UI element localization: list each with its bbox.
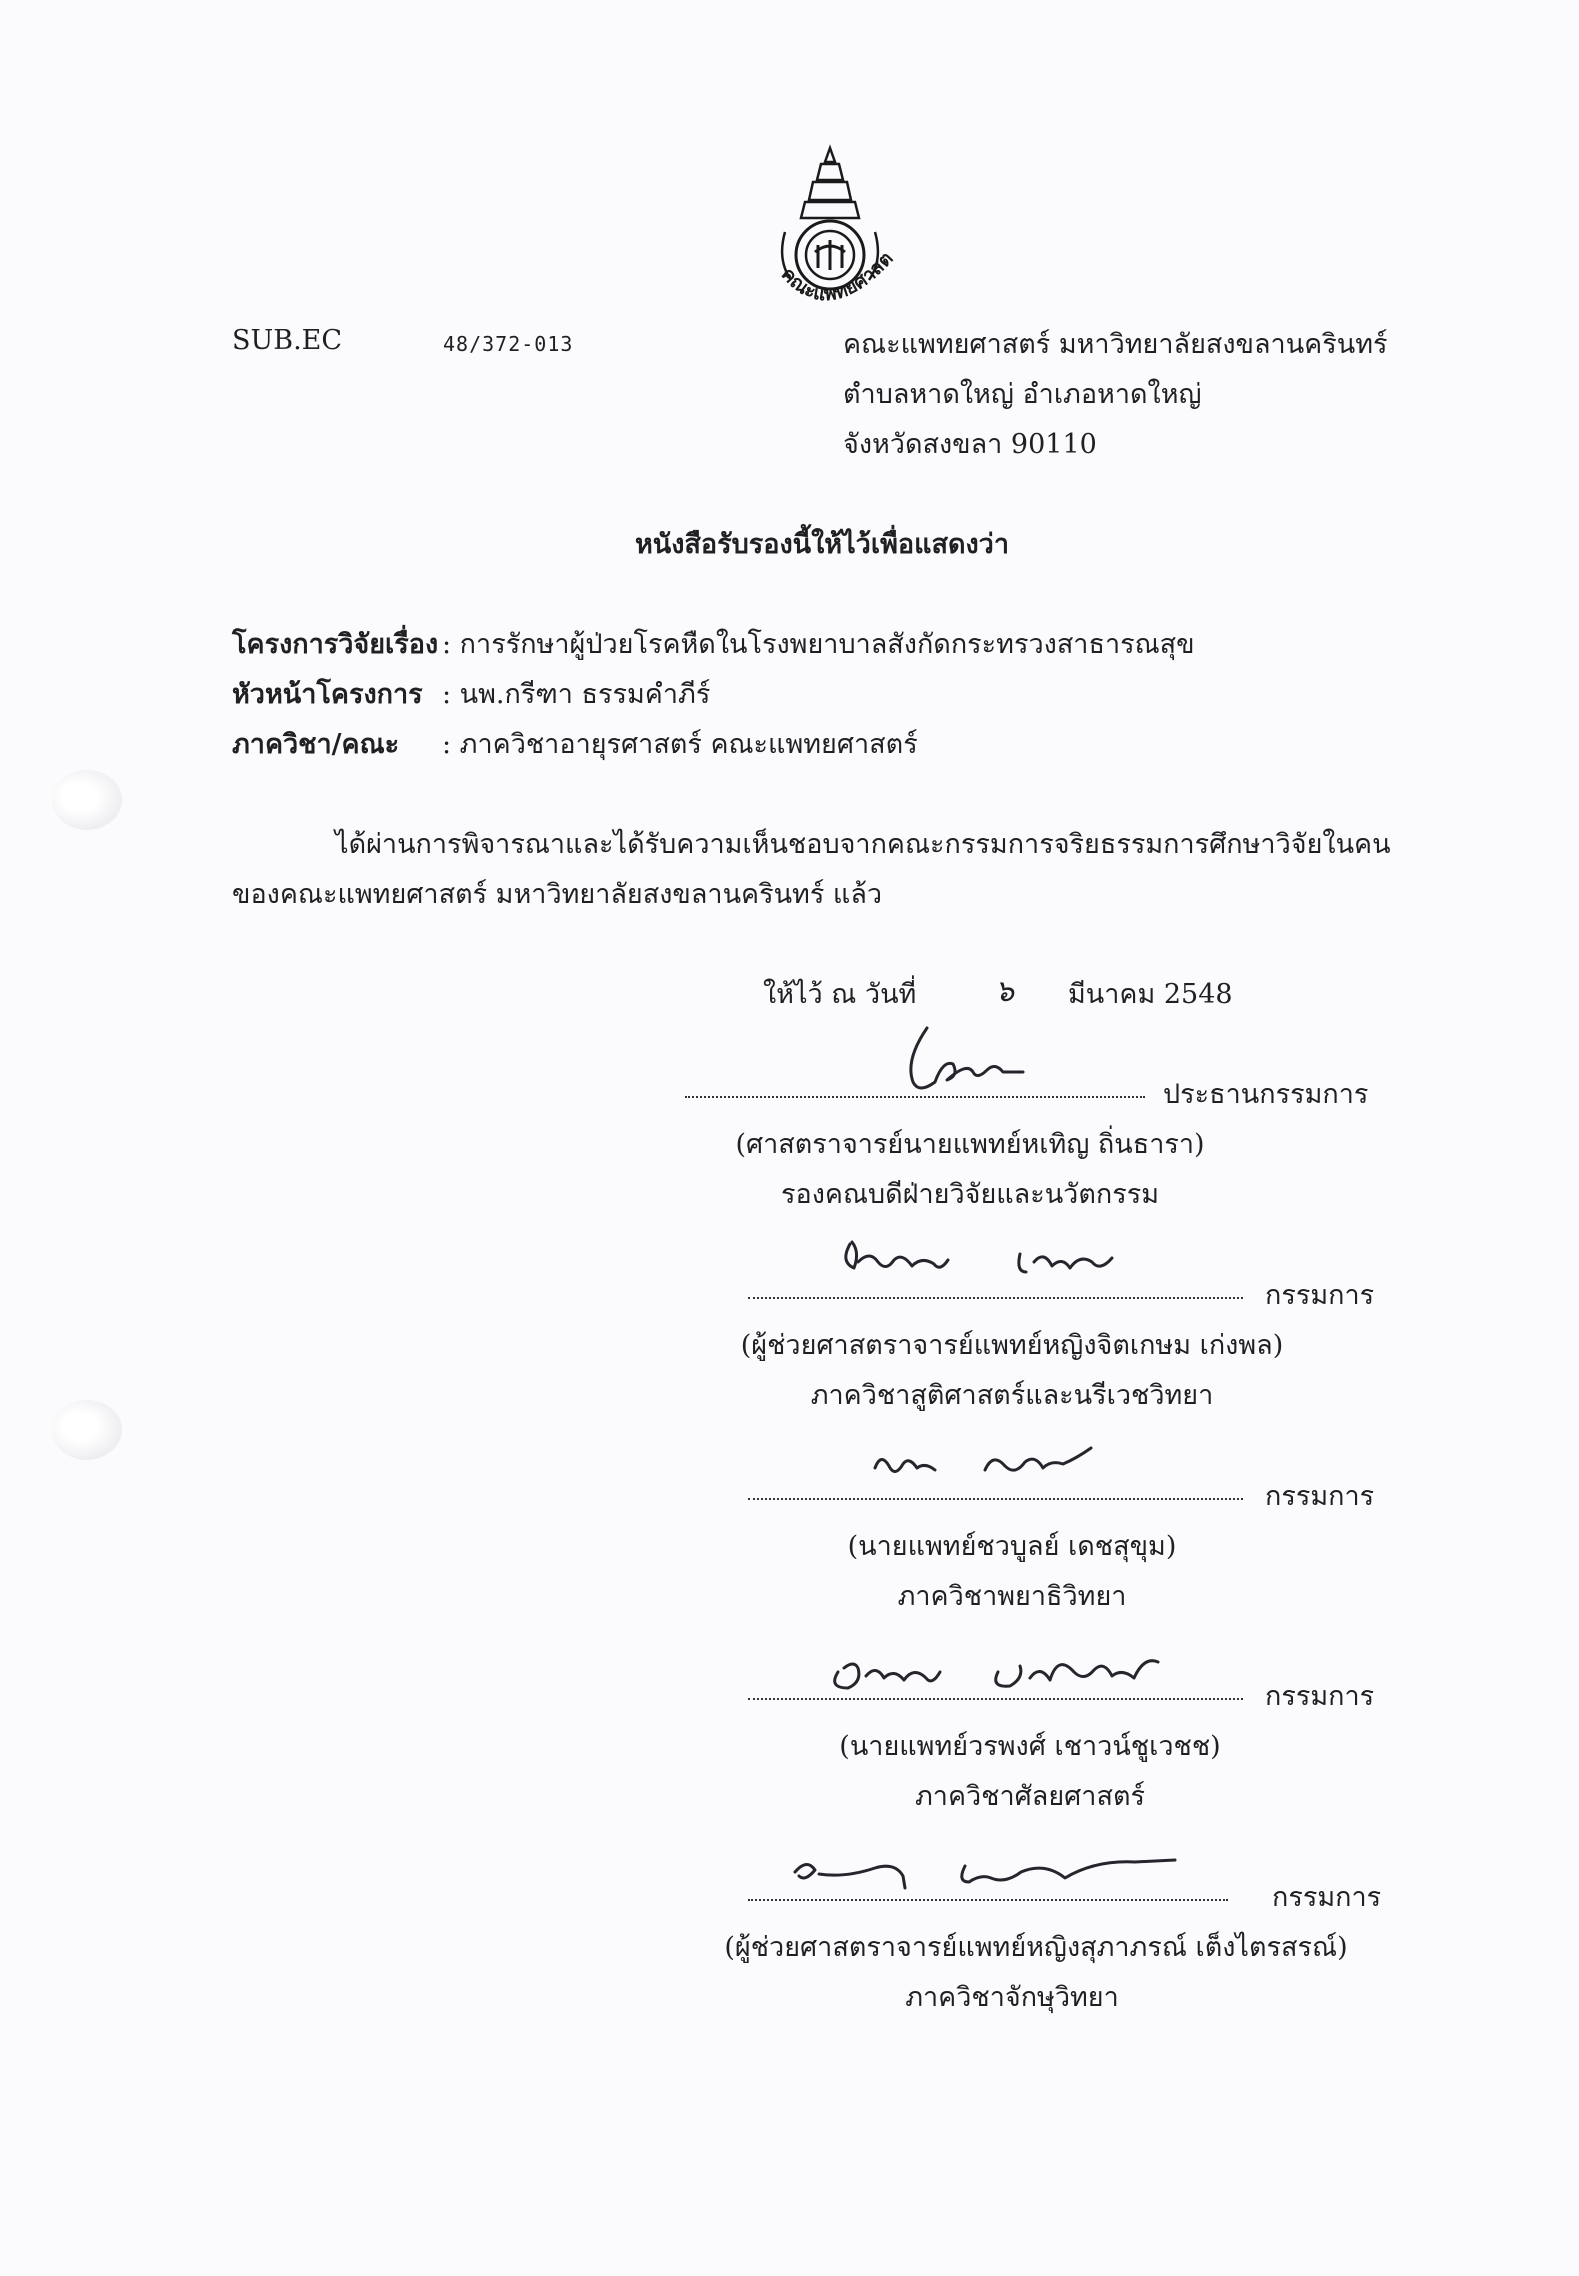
signatory-position-3: ภาควิชาพยาธิวิทยา	[897, 1581, 1127, 1612]
signatory-role-5: กรรมการ	[1272, 1882, 1382, 1913]
address-line-2: ตำบลหาดใหญ่ อำเภอหาดใหญ่	[843, 379, 1202, 410]
svg-text:คณะแพทยศาสตร์: คณะแพทยศาสต	[776, 247, 898, 306]
signatory-name-4: (นายแพทย์วรพงศ์ เชาวน์ชูเวชช)	[839, 1731, 1221, 1762]
signature-chair	[895, 1020, 1035, 1100]
punch-hole-top	[52, 770, 122, 830]
body-line-1: ได้ผ่านการพิจารณาและได้รับความเห็นชอบจากคณะกรรมการจริยธรรมการศึกษาวิจัยในคน	[335, 829, 1391, 860]
date-day: ๖	[995, 974, 1015, 1009]
signature-line-chair	[685, 1096, 1145, 1098]
faculty-seal-logo	[755, 140, 905, 320]
field-label-project: โครงการวิจัยเรื่อง	[232, 629, 439, 660]
signatory-role-3: กรรมการ	[1265, 1481, 1375, 1512]
signatory-name-5: (ผู้ช่วยศาสตราจารย์แพทย์หญิงสุภาภรณ์ เต็งไตรสรณ์)	[724, 1932, 1348, 1963]
signature-line-4	[748, 1698, 1243, 1700]
date-prefix: ให้ไว้ ณ วันที่	[763, 979, 917, 1010]
signatory-role-2: กรรมการ	[1265, 1280, 1375, 1311]
signatory-name-3: (นายแพทย์ชวบูลย์ เดชสุขุม)	[847, 1531, 1177, 1562]
address-line-3: จังหวัดสงขลา 90110	[843, 429, 1097, 460]
signatory-role-1: ประธานกรรมการ	[1163, 1079, 1369, 1110]
certificate-title: หนังสือรับรองนี้ให้ไว้เพื่อแสดงว่า	[634, 529, 1010, 560]
signature-member-4	[818, 1642, 1178, 1702]
signatory-position-2: ภาควิชาสูติศาสตร์และนรีเวชวิทยา	[810, 1380, 1214, 1411]
signatory-position-1: รองคณบดีฝ่ายวิจัยและนวัตกรรม	[780, 1179, 1160, 1210]
punch-hole-bottom	[52, 1400, 122, 1460]
signature-line-5	[748, 1899, 1228, 1901]
signature-member-5	[785, 1848, 1185, 1904]
signatory-role-4: กรรมการ	[1265, 1681, 1375, 1712]
signatory-name-2: (ผู้ช่วยศาสตราจารย์แพทย์หญิงจิตเกษม เก่งพล)	[740, 1330, 1284, 1361]
signatory-position-4: ภาควิชาศัลยศาสตร์	[915, 1781, 1145, 1812]
field-value-pi: : นพ.กรีฑา ธรรมคำภีร์	[442, 679, 711, 710]
signature-line-3	[748, 1498, 1243, 1500]
reference-number: 48/372-013	[443, 332, 574, 356]
signatory-position-5: ภาควิชาจักษุวิทยา	[905, 1982, 1119, 2013]
field-label-pi: หัวหน้าโครงการ	[232, 679, 423, 710]
signatory-name-1: (ศาสตราจารย์นายแพทย์หเทิญ ถิ่นธารา)	[735, 1129, 1205, 1160]
body-line-2: ของคณะแพทยศาสตร์ มหาวิทยาลัยสงขลานครินทร์ แล้ว	[232, 879, 883, 910]
field-value-department: : ภาควิชาอายุรศาสตร์ คณะแพทยศาสตร์	[442, 729, 918, 760]
field-label-department: ภาควิชา/คณะ	[232, 729, 400, 760]
address-line-1: คณะแพทยศาสตร์ มหาวิทยาลัยสงขลานครินทร์	[843, 329, 1388, 360]
doc-code: SUB.EC	[232, 325, 343, 356]
signature-member-2	[830, 1232, 1150, 1292]
field-value-project: : การรักษาผู้ป่วยโรคหืดในโรงพยาบาลสังกัดกระทรวงสาธารณสุข	[442, 629, 1195, 660]
date-month-year: มีนาคม 2548	[1068, 979, 1233, 1010]
signature-line-2	[748, 1297, 1243, 1299]
signature-member-3	[865, 1438, 1105, 1498]
